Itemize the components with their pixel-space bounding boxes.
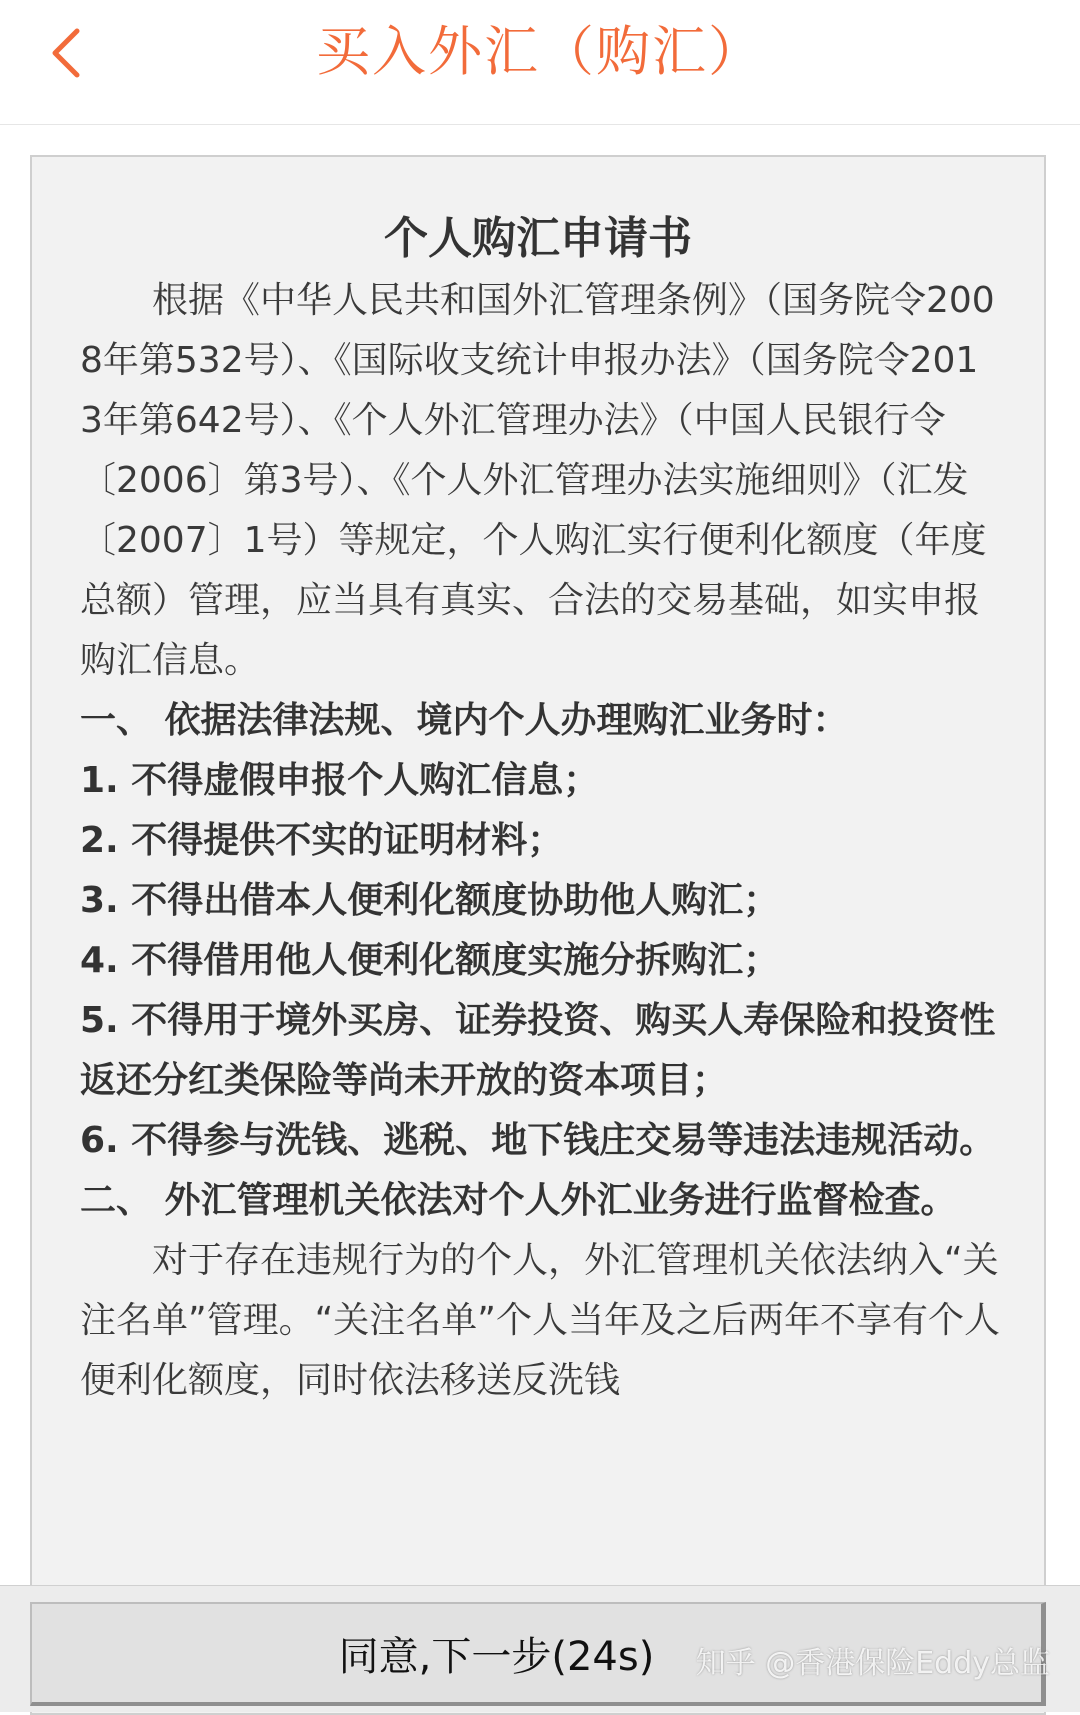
agree-button-label: 同意,下一步(24s)	[338, 1633, 655, 1680]
rule-item: 4. 不得借用他人便利化额度实施分拆购汇；	[80, 940, 780, 981]
document-body	[32, 271, 1044, 1411]
page-title: 买入外汇（购汇）	[316, 20, 764, 83]
section1-heading: 一、 依据法律法规、境内个人办理购汇业务时：	[80, 700, 849, 741]
rule-item: 1. 不得虚假申报个人购汇信息；	[80, 760, 600, 801]
rule-item: 6. 不得参与洗钱、逃税、地下钱庄交易等违法违规活动。	[80, 1120, 996, 1161]
rule-item: 3. 不得出借本人便利化额度协助他人购汇；	[80, 880, 780, 921]
rule-item: 2. 不得提供不实的证明材料；	[80, 820, 564, 861]
intro-paragraph: 根据《中华人民共和国外汇管理条例》（国务院令2008年第532号）、《国际收支统计申报办法》（国务院令2013年第642号）、《个人外汇管理办法》（中国人民银行令〔2006〕第3号）、《个人外汇管理办法实施细则》（汇发〔2007〕1号）等规定，个人购汇实行便利化额度（年度总额）管理，应当具有真实、合法的交易基础，如实申报购汇信息。	[80, 280, 995, 681]
rule-item: 5. 不得用于境外买房、证券投资、购买人寿保险和投资性返还分红类保险等尚未开放的资本项目；	[80, 1000, 996, 1101]
app-header	[0, 0, 1080, 125]
agreement-document[interactable]	[30, 155, 1046, 1715]
section2-paragraph: 对于存在违规行为的个人，外汇管理机关依法纳入“关注名单”管理。“关注名单”个人当年及之后两年不享有个人便利化额度，同时依法移送反洗钱	[80, 1240, 1000, 1401]
document-title: 个人购汇申请书	[384, 213, 692, 264]
watermark: 知乎 @香港保险Eddy总监	[695, 1646, 1050, 1681]
section2-heading: 二、 外汇管理机关依法对个人外汇业务进行监督检查。	[80, 1180, 957, 1221]
